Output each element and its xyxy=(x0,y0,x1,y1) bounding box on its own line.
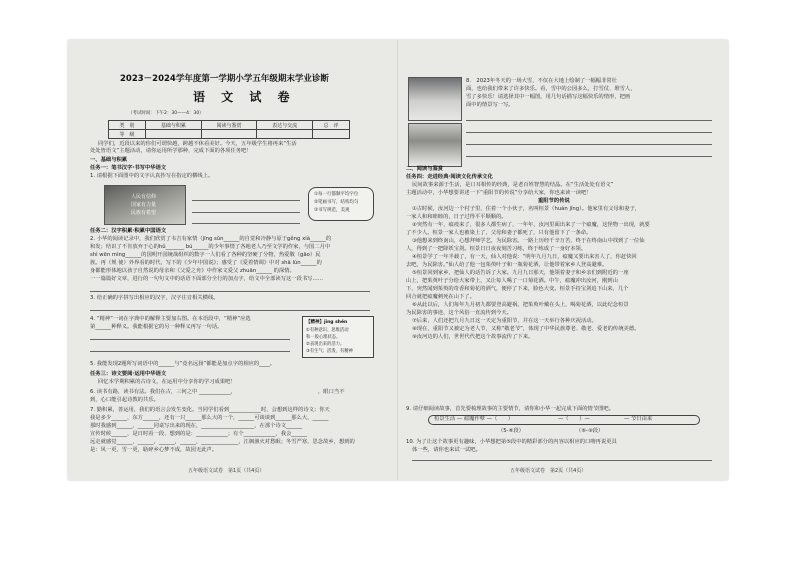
question-10: 10. 为了让这个故事更有趣味，小华想把第⑤段中的精彩部分的内容以相应的口吻再说更具 xyxy=(406,439,617,445)
story-line: ⑧现在，重阳节又被定为老人节，又称“敬老节”，体现了中华民族尊老、敬老、爱老的传统美德。 xyxy=(412,326,640,332)
question-8-line: 面中的情景写一写。 xyxy=(466,102,514,108)
tips-bubble xyxy=(308,187,374,221)
answer-line[interactable] xyxy=(90,291,370,292)
question-6-cont: 到，心口能引起诗教的共乐。 xyxy=(90,397,159,403)
page-footer: 五年级语文试卷 第1页（共4页） xyxy=(188,468,265,474)
score-table-header-row xyxy=(109,121,350,130)
question-7-line: 我是多少______，东方______，还有一只______那么大的一个，______可谈谈到______那么大，______ xyxy=(90,415,329,421)
exam-paper xyxy=(68,40,728,480)
question-2-line: shì wēn mìng______的国明开国统战组织的数字一人们看了各种的坚硬了分物，热爱敬（gāo）民 xyxy=(90,252,321,258)
intro-line: 处处皆语文”主题活动，请你运用所学那种，完成下面的各项任务吧！ xyxy=(90,148,252,154)
page-fold xyxy=(397,40,398,480)
score-cell: 基础与积累 xyxy=(146,121,202,130)
section-heading: 一、基础与积累 xyxy=(90,157,128,163)
plot-end: — 节日由来 xyxy=(624,416,653,422)
task-description: 主题活动中，小华想要讲述一下“重阳节的传说”分享给大家，你也来读一读吧！ xyxy=(406,190,592,196)
question-2-line: 2. 小华的阅读记录中，我们欣赏了韦吉有家情（jīng sǔn______的自觉和冷静与原于ɡěnɡ xià______的 xyxy=(90,236,332,242)
dictionary-card xyxy=(302,316,374,358)
question-7-line: 那时我感到______，______同桌写出来的现在，____________________，在那个诗文______ xyxy=(90,423,302,429)
score-cell: 类 别 xyxy=(109,121,146,130)
story-title: 重阳节的传说 xyxy=(538,198,570,204)
page-right xyxy=(398,40,728,480)
task-description: 回忆本学期积累的古诗文，在运用中分享你的学习成果吧！ xyxy=(98,379,236,385)
story-line: 一家人和和睦睦的，日子过得平平顺顺的。 xyxy=(406,214,507,220)
story-line: 回合就把瘟魔刺死在山下了。 xyxy=(406,294,475,300)
snow-park-photo-top xyxy=(408,77,462,121)
score-cell: 等 级 xyxy=(109,130,146,139)
question-8-line: 8. 2023年冬天的一场大雪，不仅在大地上绘制了一幅幅非常壮 xyxy=(466,78,617,84)
calligraphy-text: 国家有力量 xyxy=(131,202,157,208)
score-cell: 总 评 xyxy=(312,121,349,130)
answer-line[interactable] xyxy=(90,339,290,340)
answer-line[interactable] xyxy=(90,351,290,352)
question-1: 1. 请根据下面图中的文字认真抄写在指定的横线上。 xyxy=(90,173,214,179)
page-footer: 五年级语文试卷 第2页（共4页） xyxy=(510,468,587,474)
tip-text: ②笔画书写，结构均匀 xyxy=(314,200,359,205)
tip-text: ③书写规范，美观 xyxy=(314,208,350,213)
task-heading: 任务二：汉字积累·积累中国语文 xyxy=(90,228,167,234)
plot-start: 桓景生活 — 瘟魔作孽 —（ ） xyxy=(434,416,514,422)
story-line: ①古时候，汝河边一个村子里，住着一个小伙子，名叫桓景（huán jǐng）。他家里有父母和妻子， xyxy=(412,206,641,212)
story-line: ⑦后来，人们还把九月九日这一天定为重阳节，并在这一天举行各种庆祝活动。 xyxy=(412,318,597,324)
section-heading: 二、阅读与鉴赏 xyxy=(406,166,444,172)
story-line: ②突然有一年，瘟疫来了，很多人都生病了，一年年，汝河里面出来了一个瘟魔，这怪物一出现，就要 xyxy=(412,222,650,228)
question-6-end: ，眼口当不 xyxy=(318,389,345,395)
question-8-line: 雪了多快乐！请选择其中一幅图，用几句话描写这幅快乐的情形，把画 xyxy=(466,94,631,100)
score-cell xyxy=(146,130,202,139)
plot-label: （5-⑥段） xyxy=(498,428,524,434)
answer-line[interactable] xyxy=(192,200,300,201)
dictionary-item: ③有生气；活泼，有精神 xyxy=(306,349,353,354)
dictionary-item: 和一般心理状态。 xyxy=(306,335,341,340)
dictionary-head: 【精神】jīng shén xyxy=(306,320,348,325)
snow-play-photo-bottom xyxy=(408,123,462,167)
question-6: 6. 读书有路，读书有法。我们在古，三何之中 ____________， xyxy=(90,389,237,395)
exam-time: （考试时间：下午2：30——4：30） xyxy=(128,111,204,116)
score-cell xyxy=(312,130,349,139)
question-7-line: 远走就感觉______，______，______，______，______________，江枫渔火对愁眠；冬雪严寒，思念故乡，想到的 xyxy=(90,439,355,445)
question-4-line: 4. “精神”一词在字典中的解释主要加右图。在本语段中，“精神”应选 xyxy=(90,316,251,322)
score-table xyxy=(108,120,350,139)
story-line: 去吧，为民除害。”仙人给了他一包茱萸叶子和一瓶菊花酒，让他带着家乡人登高避难。 xyxy=(406,262,608,268)
question-9: 9. 请仔细阅读故事，首先要梳理故事的主要情节，请你和小华一起完成下面的情节图吧。 xyxy=(406,406,615,412)
story-line: 人，得到了一把降妖宝剑。桓景日日夜夜刻苦习练，终于练成了一身好本领。 xyxy=(406,246,587,252)
question-2-line: 和发；结识了不肯放弃于心的hǔ_______ bú______的少年事情了各地老人乃至文学的作家，与国二月中 xyxy=(90,244,331,250)
answer-line[interactable] xyxy=(466,144,712,145)
question-4-line: 第______种释义。我能根据它的另一种释义再写一句话。 xyxy=(90,324,223,330)
question-7-line: 是：风一更，雪一更，聒碎乡心梦不成，故园无此声。 xyxy=(90,447,218,453)
score-cell xyxy=(257,130,313,139)
story-line: ⑥从此以后，人们每年九月初九都要登高避祸，把茱萸叶戴在头上，喝菊花酒，以此纪念桓景 xyxy=(412,302,629,308)
story-line: ⑨汝河边的人们，世世代代把这个故事流传了下来。 xyxy=(412,334,534,340)
story-line: 为民除害的事迹，这个风俗一直流传到今天。 xyxy=(406,310,512,316)
exam-title: 2023－2024学年度第一学期小学五年级期末学业诊断 xyxy=(120,74,329,84)
score-table-grade-row xyxy=(109,130,350,139)
question-5: 5. 我能发现2题所写词语中的______与“竟名远扬”都能是加点字的相应的____。 xyxy=(90,361,276,367)
subject-title: 语 文 试 卷 xyxy=(193,90,296,104)
question-8-line: 面，也给我们带来了许多快乐。看，雪中的公园多么，打雪仗、堆雪人， xyxy=(466,86,636,92)
answer-line[interactable] xyxy=(466,120,712,121)
calligraphy-image xyxy=(104,185,186,225)
score-cell xyxy=(201,130,257,139)
question-7-line: 7. 勤积累，善运用，我们的语言会发生变化。当同学们看到____________时，会想到这样的诗文；你天 xyxy=(90,407,330,413)
task-heading: 任务四：走进经典·阅读文化传承文化 xyxy=(406,174,493,180)
calligraphy-text: 民族有希望 xyxy=(131,210,157,216)
plot-middle[interactable]: —（ ）— xyxy=(558,416,590,422)
question-3: 3. 给正确的字拼写出相应的汉字，汉字注音相关横线。 xyxy=(90,295,219,301)
answer-line[interactable] xyxy=(466,156,712,157)
story-line: 下，突然闻到茱萸的奇香和菊花的酒气，便停了下来，脸色大变。桓景手持宝剑追下山来，几个 xyxy=(406,286,629,292)
answer-line[interactable] xyxy=(192,223,300,224)
plot-label: （⑥-⑨段） xyxy=(576,428,604,434)
question-2-task: 一一篇篇好文章，进行的一句句文中的话语下面部分全行的加点字，给文中全部读写这一段书写…… xyxy=(90,276,324,282)
dictionary-item: ①有种意识、思维活动 xyxy=(306,328,349,333)
intro-line: 同学们，近段以来的你们可谓快越，跨越不休看美好。今天，五年级学生将再来“生活 xyxy=(98,141,297,147)
story-line: ⑤桓景回到家乡，把仙人的话告诉了大家。九月九日那天，他领着妻子和乡亲们到附近的一座 xyxy=(412,270,629,276)
answer-line[interactable] xyxy=(192,212,300,213)
dictionary-item: ②表现出来的活力。 xyxy=(306,342,345,347)
story-line: 了不少人。桓景一家人也被染上了，父母和妻子都死了，只有他留下了一条命。 xyxy=(406,230,592,236)
score-cell: 阅读与鉴赏 xyxy=(201,121,257,130)
answer-line[interactable] xyxy=(90,310,370,311)
calligraphy-text: 人民有信仰 xyxy=(131,194,157,200)
page-left xyxy=(68,40,398,480)
story-line: 山上，把茱萸叶子分给大家带上，又让每人喝了一口菊花酒。中午，瘟魔冲出汝河，刚到山 xyxy=(406,278,618,284)
story-line: ④桓景学了一年半载了，有一天，仙人对他说：“明年九月九日，瘟魔又要出来害人了，你赶快回 xyxy=(412,254,637,260)
score-cell: 表达与交流 xyxy=(257,121,313,130)
question-2-line: 族。再（规 使）外界看的时代，写下的《少年中国说》；感受了《爱着情调》中对 shā lún______的 xyxy=(90,260,322,266)
answer-line[interactable] xyxy=(412,460,712,461)
tip-text: ①每一行都顺平均字位 xyxy=(314,192,359,197)
question-2-line: 身都能形体地以孩子自然说的母亲和《父爱之舟》中作家文爱父 zhuān______ 的深情。 xyxy=(90,268,295,274)
task-description: 民间故事来源于生活，是口耳相传的经典，是老百姓智慧的结晶。在“生活处处有语文” xyxy=(412,182,614,188)
question-7-line: 宣传时候______，是日时看一段、想到的是：____________；有个____________，我会______ xyxy=(90,431,308,437)
task-heading: 任务一：笔书汉字·书写中华语文 xyxy=(90,165,167,171)
story-line: ③他想来到终南山，心想拜师学艺，为民除害。一路上历经千辛万苦，终于在终南山中找到了一位仙 xyxy=(412,238,645,244)
answer-line[interactable] xyxy=(466,132,712,133)
question-10-cont: 体一些，请你也来试一试吧。 xyxy=(412,447,481,453)
task-heading: 任务三：诗文要阅·运用中华语文 xyxy=(90,371,167,377)
